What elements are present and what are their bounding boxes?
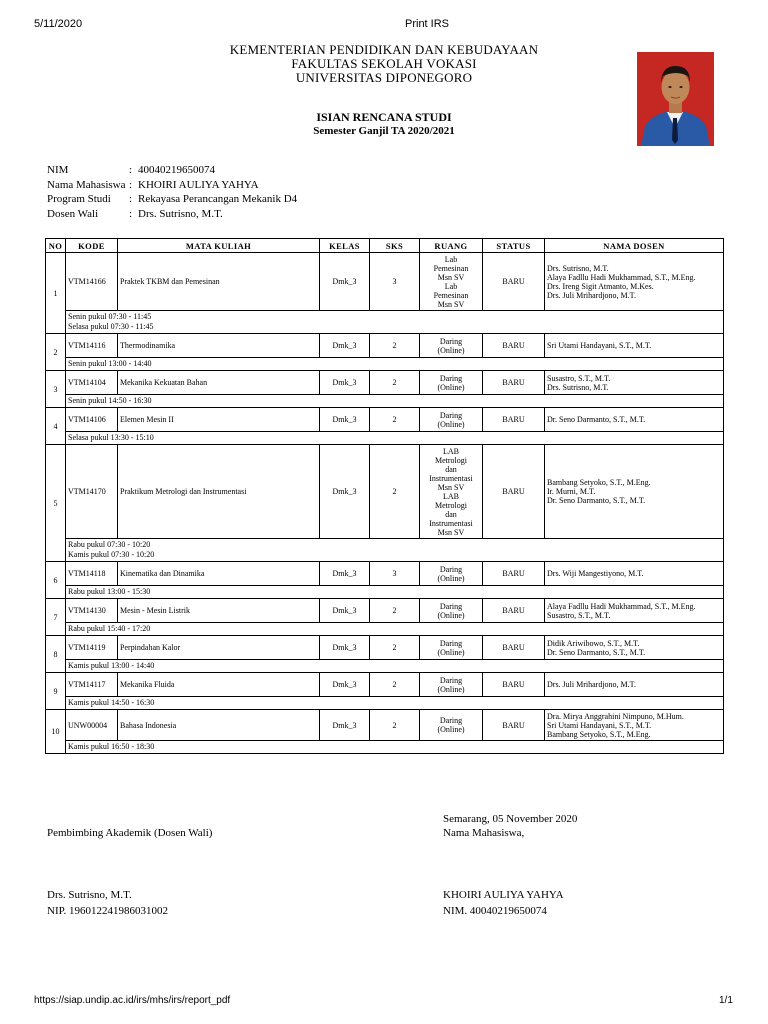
room-line: Msn SV [437,272,465,282]
course-code: VTM14106 [66,408,118,432]
lecturers [545,710,724,741]
irs-table [45,238,724,754]
class-name: Dmk_3 [320,371,370,395]
header-status: STATUS [483,239,545,253]
room-line: Pemesinan [433,290,469,300]
class-name: Dmk_3 [320,253,370,311]
semester-title: Semester Ganjil TA 2020/2021 [313,125,455,137]
room-line: Msn SV [437,299,465,309]
status: BARU [483,710,545,741]
row-number: 10 [46,710,66,754]
row-number: 1 [46,253,66,334]
room-line: Lab [444,254,458,264]
room-line: Daring [439,373,463,383]
lecturer-name: Alaya Fadllu Hadi Mukhammad, S.T., M.Eng. [547,272,696,282]
lecturers [545,599,724,623]
schedule [66,395,724,408]
schedule-row [46,539,724,562]
course-name: Praktikum Metrologi dan Instrumentasi [118,445,320,539]
table-header-row [46,239,724,253]
room-line: Daring [439,675,463,685]
status: BARU [483,408,545,432]
print-title: Print IRS [405,18,450,30]
class-name: Dmk_3 [320,334,370,358]
course-code: VTM14170 [66,445,118,539]
header-mata-kuliah: MATA KULIAH [118,239,320,253]
table-row [46,334,724,358]
credits: 3 [370,253,420,311]
row-number: 2 [46,334,66,371]
room-line: LAB [443,491,459,501]
room-line: Instrumentasi [429,518,473,528]
room-line: dan [445,464,457,474]
credits: 2 [370,710,420,741]
name-label: Nama Mahasiswa [47,178,126,191]
lecturer-name: Alaya Fadllu Hadi Mukhammad, S.T., M.Eng. [547,601,696,611]
schedule-line: Senin pukul 14:50 - 16:30 [68,396,152,405]
course-name: Praktek TKBM dan Pemesinan [118,253,320,311]
lecturer-name: Bambang Setyoko, S.T., M.Eng. [547,729,651,739]
credits: 2 [370,445,420,539]
room [420,253,483,311]
document-title: ISIAN RENCANA STUDI [316,110,452,124]
ministry-name: KEMENTERIAN PENDIDIKAN DAN KEBUDAYAAN [229,42,539,57]
status: BARU [483,445,545,539]
schedule-line: Selasa pukul 07:30 - 11:45 [68,322,154,331]
header-kode: KODE [66,239,118,253]
row-number: 6 [46,562,66,599]
table-row [46,636,724,660]
advisor-nip: NIP. 196012241986031002 [47,905,169,917]
status: BARU [483,673,545,697]
room-line: (Online) [437,345,465,355]
table-row [46,371,724,395]
room [420,562,483,586]
lecturer-name: Drs. Sutrisno, M.T. [547,382,609,392]
schedule [66,358,724,371]
colon: : [129,178,133,191]
student-sign-nim: NIM. 40040219650074 [443,905,547,917]
schedule-line: Rabu pukul 07:30 - 10:20 [68,540,151,549]
schedule-row [46,623,724,636]
page-number: 1/1 [719,995,733,1006]
lecturer-name: Bambang Setyoko, S.T., M.Eng. [547,478,651,487]
table-row [46,408,724,432]
row-number: 7 [46,599,66,636]
room-line: (Online) [437,610,465,620]
status: BARU [483,334,545,358]
lecturer-name: Dr. Seno Darmanto, S.T., M.T. [547,647,646,657]
row-number: 8 [46,636,66,673]
schedule-row [46,660,724,673]
class-name: Dmk_3 [320,710,370,741]
credits: 2 [370,599,420,623]
class-name: Dmk_3 [320,673,370,697]
class-name: Dmk_3 [320,636,370,660]
schedule-line: Senin pukul 13:00 - 14:40 [68,359,152,368]
course-name: Mekanika Fluida [118,673,320,697]
header-no: NO [46,239,66,253]
status: BARU [483,636,545,660]
course-name: Perpindahan Kalor [118,636,320,660]
room-line: (Online) [437,573,465,583]
schedule [66,623,724,636]
dosen-value: Drs. Sutrisno, M.T. [138,207,223,220]
room-line: Msn SV [437,482,465,492]
course-name: Kinematika dan Dinamika [118,562,320,586]
status: BARU [483,562,545,586]
room-line: Daring [439,716,463,725]
room-line: Instrumentasi [429,473,473,483]
table-row [46,562,724,586]
room-line: Lab [444,281,458,291]
schedule-row [46,586,724,599]
header-kelas: KELAS [320,239,370,253]
row-number: 9 [46,673,66,710]
table-row [46,445,724,539]
room [420,636,483,660]
schedule [66,660,724,673]
table-row [46,710,724,741]
room-line: Daring [439,601,463,611]
university-name: UNIVERSITAS DIPONEGORO [295,70,473,85]
schedule-row [46,311,724,334]
course-code: UNW00004 [66,710,118,741]
room-line: (Online) [437,725,465,734]
lecturer-name: Drs. Juli Mrihardjono, M.T. [547,680,636,689]
room-line: dan [445,509,457,519]
row-number: 4 [46,408,66,445]
lecturer-name: Drs. Ireng Sigit Atmanto, M.Kes. [547,281,654,291]
credits: 2 [370,334,420,358]
name-value: KHOIRI AULIYA YAHYA [138,178,259,191]
room-line: (Online) [437,684,465,694]
course-code: VTM14130 [66,599,118,623]
lecturer-name: Drs. Sutrisno, M.T. [547,263,609,273]
row-number: 3 [46,371,66,408]
lecturer-name: Drs. Juli Mrihardjono, M.T. [547,290,636,300]
room-line: Daring [439,336,463,346]
course-code: VTM14116 [66,334,118,358]
lecturer-name: Dr. Seno Darmanto, S.T., M.T. [547,415,646,424]
room [420,673,483,697]
dosen-label: Dosen Wali [47,207,99,220]
schedule-line: Rabu pukul 13:00 - 15:30 [68,587,151,596]
student-sign-name: KHOIRI AULIYA YAHYA [443,889,564,901]
class-name: Dmk_3 [320,562,370,586]
schedule-line: Kamis pukul 13:00 - 14:40 [68,661,155,670]
room [420,710,483,741]
room-line: Daring [439,564,463,574]
class-name: Dmk_3 [320,599,370,623]
schedule [66,311,724,334]
schedule-line: Kamis pukul 14:50 - 16:30 [68,698,155,707]
room-line: Pemesinan [433,263,469,273]
room-line: (Online) [437,647,465,657]
course-code: VTM14104 [66,371,118,395]
lecturers [545,253,724,311]
course-name: Thermodinamika [118,334,320,358]
schedule-line: Rabu pukul 15:40 - 17:20 [68,624,151,633]
course-code: VTM14119 [66,636,118,660]
advisor-name: Drs. Sutrisno, M.T. [47,889,132,901]
header-ruang: RUANG [420,239,483,253]
course-code: VTM14117 [66,673,118,697]
header-sks: SKS [370,239,420,253]
schedule-line: Kamis pukul 16:50 - 18:30 [68,742,155,751]
room [420,408,483,432]
schedule-line: Senin pukul 07:30 - 11:45 [68,312,152,321]
schedule-line: Selasa pukul 13:30 - 15:10 [68,433,154,442]
credits: 2 [370,371,420,395]
schedule-row [46,697,724,710]
credits: 3 [370,562,420,586]
status: BARU [483,253,545,311]
lecturer-name: Ir. Murni, M.T. [547,487,596,496]
course-code: VTM14166 [66,253,118,311]
course-name: Elemen Mesin II [118,408,320,432]
table-row [46,253,724,311]
status: BARU [483,599,545,623]
lecturer-name: Drs. Wiji Mangestiyono, M.T. [547,569,644,578]
course-name: Bahasa Indonesia [118,710,320,741]
print-date: 5/11/2020 [34,18,83,30]
lecturers [545,562,724,586]
schedule [66,697,724,710]
room-line: Daring [439,410,463,420]
room [420,599,483,623]
lecturer-name: Susastro, S.T., M.T. [547,610,611,620]
room-line: Daring [439,638,463,648]
schedule [66,539,724,562]
faculty-name: FAKULTAS SEKOLAH VOKASI [291,56,477,71]
room-line: (Online) [437,419,465,429]
schedule-row [46,741,724,754]
schedule-row [46,395,724,408]
course-code: VTM14118 [66,562,118,586]
credits: 2 [370,673,420,697]
place-date: Semarang, 05 November 2020 [443,813,578,825]
table-row [46,673,724,697]
room-line: (Online) [437,382,465,392]
room-line: Msn SV [437,527,465,537]
lecturer-name: Sri Utami Handayani, S.T., M.T. [547,720,652,730]
room [420,371,483,395]
header-nama-dosen: NAMA DOSEN [545,239,724,253]
student-role: Nama Mahasiswa, [443,827,525,839]
room [420,445,483,539]
student-photo [637,52,714,146]
status: BARU [483,371,545,395]
colon: : [129,207,133,220]
nim-label: NIM [47,164,69,176]
row-number: 5 [46,445,66,562]
schedule [66,741,724,754]
schedule [66,586,724,599]
nim-value: 40040219650074 [138,164,215,176]
advisor-role: Pembimbing Akademik (Dosen Wali) [47,827,213,839]
room-line: Metrologi [435,455,467,465]
lecturer-name: Sri Utami Handayani, S.T., M.T. [547,341,652,350]
lecturer-name: Dr. Seno Darmanto, S.T., M.T. [547,496,646,505]
schedule [66,432,724,445]
credits: 2 [370,636,420,660]
print-url: https://siap.undip.ac.id/irs/mhs/irs/report_pdf [34,995,231,1006]
schedule-line: Kamis pukul 07:30 - 10:20 [68,550,155,559]
lecturer-name: Susastro, S.T., M.T. [547,373,611,383]
room-line: Metrologi [435,500,467,510]
lecturers [545,673,724,697]
class-name: Dmk_3 [320,408,370,432]
lecturers [545,636,724,660]
room [420,334,483,358]
credits: 2 [370,408,420,432]
schedule-row [46,432,724,445]
prodi-value: Rekayasa Perancangan Mekanik D4 [138,193,298,205]
schedule-row [46,358,724,371]
colon: : [129,193,133,205]
room-line: LAB [443,446,459,456]
lecturer-name: Dra. Mirya Anggrahini Nimpuno, M.Hum. [547,711,684,721]
lecturers [545,371,724,395]
class-name: Dmk_3 [320,445,370,539]
table-row [46,599,724,623]
lecturers [545,445,724,539]
prodi-label: Program Studi [47,193,111,205]
lecturer-name: Didik Ariwibowo, S.T., M.T. [547,638,640,648]
course-name: Mesin - Mesin Listrik [118,599,320,623]
course-name: Mekanika Kekuatan Bahan [118,371,320,395]
colon: : [129,164,133,176]
lecturers [545,334,724,358]
lecturers [545,408,724,432]
